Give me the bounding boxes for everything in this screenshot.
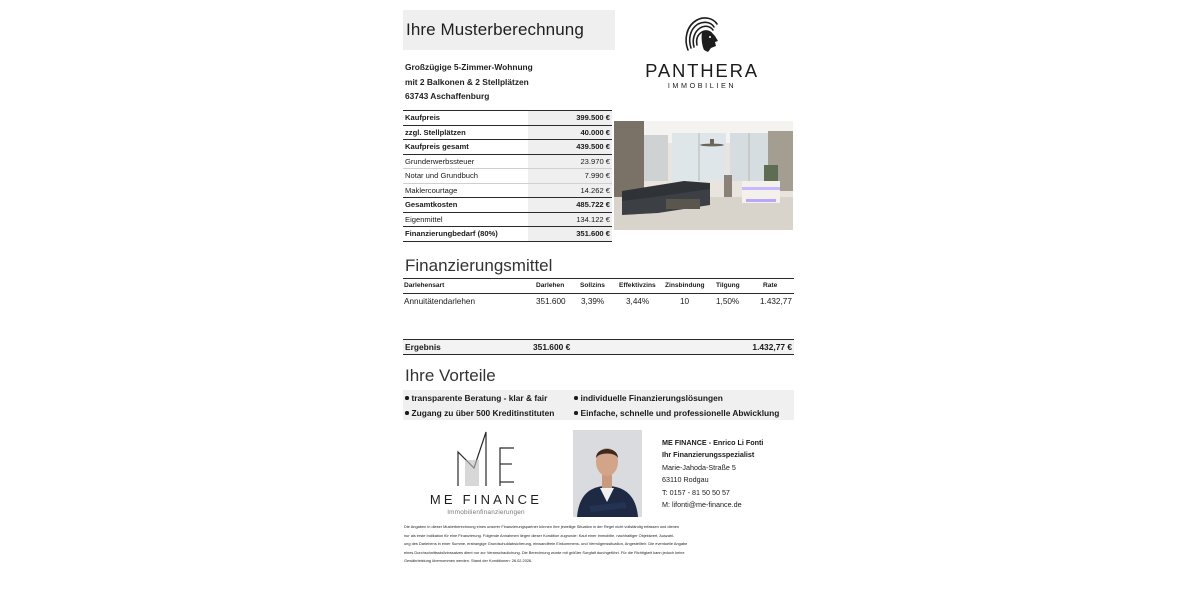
row-rate-effective: 3,44% bbox=[626, 297, 650, 306]
result-installment: 1.432,77 € bbox=[752, 342, 792, 352]
financing-title: Finanzierungsmittel bbox=[405, 256, 553, 275]
disclaimer-line: eines Durchschnittsstollzinssatzes dient nur zur Veranschaulichung. Die Berechnung wurde mit größter Sorgfalt durchgeführt. Für die Richtigkeit kann jedoch keine bbox=[404, 549, 685, 555]
bullet-icon bbox=[405, 411, 409, 415]
header-repayment: Tilgung bbox=[716, 282, 740, 289]
disclaimer-line: ung des Darlehens in einer Summe, erstrangige Grundschuldabsicherung, einwandfreie Einkommens- und Vermögenssituation, Angestellte/r. Die eventuelle Angabe bbox=[404, 541, 688, 547]
cost-value: 7.990 € bbox=[528, 169, 612, 183]
title-box bbox=[403, 10, 615, 50]
advantages-title: Ihre Vorteile bbox=[405, 366, 496, 385]
cost-value: 23.970 € bbox=[528, 155, 612, 169]
contact-street: Marie-Jahoda-Straße 5 bbox=[662, 462, 736, 472]
result-row bbox=[403, 339, 794, 355]
cost-row bbox=[403, 125, 612, 140]
logo-subline: IMMOBILIEN bbox=[667, 81, 737, 90]
cost-value: 439.500 € bbox=[528, 140, 612, 154]
lion-head-icon bbox=[680, 14, 724, 58]
cost-label: Kaufpreis gesamt bbox=[405, 142, 469, 151]
cost-row bbox=[403, 168, 612, 183]
disclaimer-line: Die Angaben in dieser Musterberechnung eines unserer Finanzierungspartner können Ihre jeweilige Situation in der Regel nicht vollständig erfassen und dienen bbox=[404, 524, 680, 529]
cost-value: 351.600 € bbox=[528, 227, 612, 241]
contact-email[interactable]: M: lifonti@me-finance.de bbox=[662, 500, 742, 510]
cost-value: 134.122 € bbox=[528, 213, 612, 227]
header-loan: Darlehen bbox=[536, 282, 565, 289]
row-repayment: 1,50% bbox=[716, 297, 740, 306]
advisor-portrait bbox=[573, 430, 642, 517]
cost-label: Notar und Grundbuch bbox=[405, 171, 479, 180]
cost-label: Grunderwerbssteuer bbox=[405, 156, 475, 166]
result-label: Ergebnis bbox=[405, 342, 441, 352]
cost-row bbox=[403, 139, 612, 154]
cost-label: Eigenmittel bbox=[405, 214, 443, 224]
financing-table-row bbox=[403, 294, 794, 309]
panthera-logo bbox=[640, 14, 764, 102]
logo-brand: PANTHERA bbox=[645, 60, 759, 81]
cost-label: zzgl. Stellplätzen bbox=[405, 127, 466, 137]
advantage-item bbox=[405, 392, 547, 404]
advantage-item bbox=[574, 407, 779, 419]
contact-company: ME FINANCE - Enrico Li Fonti bbox=[662, 438, 764, 447]
subtitle-line-3: 63743 Aschaffenburg bbox=[405, 91, 490, 101]
property-subtitle bbox=[405, 60, 615, 104]
cost-table bbox=[403, 110, 612, 242]
subtitle-line-1: Großzügige 5-Zimmer-Wohnung bbox=[405, 62, 533, 72]
row-rate-nominal: 3,39% bbox=[581, 297, 605, 306]
living-room-photo-image bbox=[614, 121, 793, 230]
financing-table-header bbox=[403, 278, 794, 294]
cost-row bbox=[403, 197, 612, 212]
header-rate-nominal: Sollzins bbox=[580, 282, 605, 289]
row-installment: 1.432,77 bbox=[760, 297, 792, 306]
cost-label: Kaufpreis bbox=[405, 113, 441, 122]
cost-value: 485.722 € bbox=[528, 198, 612, 212]
subtitle-line-2: mit 2 Balkonen & 2 Stellplätzen bbox=[405, 76, 529, 87]
advantage-text: Zugang zu über 500 Kreditinstituten bbox=[411, 408, 555, 418]
cost-label: Maklercourtage bbox=[405, 185, 458, 195]
advantage-text: transparente Beratung - klar & fair bbox=[411, 393, 548, 403]
cost-label: Finanzierungbedarf (80%) bbox=[405, 229, 498, 238]
contact-block bbox=[662, 437, 802, 511]
advantages-box bbox=[403, 390, 794, 420]
cost-value: 399.500 € bbox=[528, 111, 612, 125]
cost-label: Gesamtkosten bbox=[405, 200, 458, 209]
advantage-text: Einfache, schnelle und professionelle Abwicklung bbox=[580, 408, 780, 418]
header-installment: Rate bbox=[763, 282, 778, 289]
result-loan: 351.600 € bbox=[533, 342, 571, 352]
contact-role: Ihr Finanzierungsspezialist bbox=[662, 450, 755, 460]
cost-row bbox=[403, 183, 612, 198]
cost-table-bottom-rule bbox=[403, 241, 612, 242]
advantage-item bbox=[574, 392, 723, 404]
cost-row bbox=[403, 226, 612, 241]
cost-value: 14.262 € bbox=[528, 184, 612, 198]
cost-value: 40.000 € bbox=[528, 126, 612, 140]
living-room-photo bbox=[614, 121, 793, 230]
row-loan: 351.600 bbox=[536, 297, 566, 306]
me-logo-name: ME FINANCE bbox=[429, 492, 543, 507]
cost-row bbox=[403, 154, 612, 169]
advantage-text: individuelle Finanzierungslösungen bbox=[580, 393, 723, 403]
cost-row bbox=[403, 212, 612, 227]
cost-row bbox=[403, 110, 612, 125]
me-logo-tagline: Immobilienfinanzierungen bbox=[447, 509, 525, 516]
me-finance-building-icon bbox=[424, 430, 548, 490]
header-rate-effective: Effektivzins bbox=[619, 282, 656, 289]
advantage-item bbox=[405, 407, 554, 419]
bullet-icon bbox=[574, 411, 578, 415]
disclaimer bbox=[404, 523, 752, 566]
contact-city: 63110 Rodgau bbox=[662, 475, 709, 485]
row-fixed-period: 10 bbox=[680, 297, 690, 306]
page-title: Ihre Musterberechnung bbox=[406, 20, 584, 39]
header-fixed-period: Zinsbindung bbox=[665, 282, 705, 289]
bullet-icon bbox=[574, 396, 578, 400]
disclaimer-line: nur als erste Indikation für eine Finanzierung. Folgende Annahmen liegen dieser Kondition zugrunde: Kauf einer Immobilie, nachhaltiger Objektwert, Auszahl- bbox=[404, 532, 675, 538]
contact-phone: T: 0157 - 81 50 50 57 bbox=[662, 487, 730, 497]
bullet-icon bbox=[405, 396, 409, 400]
me-finance-logo bbox=[424, 430, 548, 520]
disclaimer-line: Gewährleistung übernommen werden. Stand der Konditionen: 26.02.2026. bbox=[404, 558, 533, 564]
person-portrait-icon bbox=[573, 430, 642, 517]
row-loan-type: Annuitätendarlehen bbox=[404, 297, 476, 306]
header-loan-type: Darlehensart bbox=[404, 282, 445, 289]
